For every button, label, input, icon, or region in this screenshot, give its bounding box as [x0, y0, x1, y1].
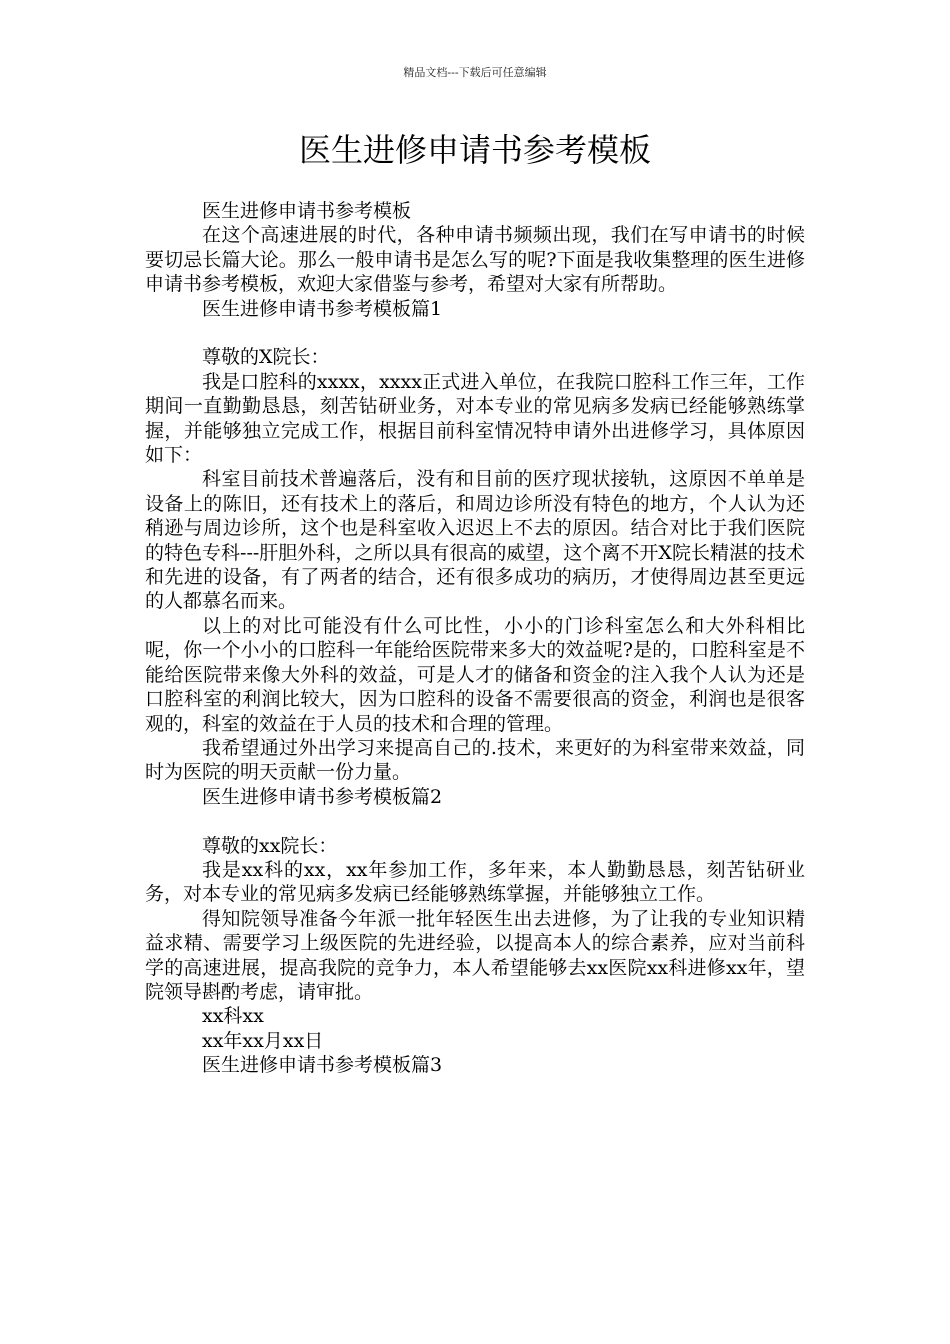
section-heading-3: 医生进修申请书参考模板篇3: [202, 1054, 443, 1077]
signature-name: xx科xx: [202, 1005, 264, 1028]
section-heading-1: 医生进修申请书参考模板篇1: [202, 297, 443, 320]
salutation-2: 尊敬的xx院长：: [202, 834, 338, 857]
body-paragraph-5: 我是xx科的xx，xx年参加工作，多年来，本人勤勤恳恳，刻苦钻研业务，对本专业的常见病多发病已经能够熟练掌握，并能够独立工作。: [145, 858, 805, 906]
body-paragraph-2: 科室目前技术普遍落后，没有和目前的医疗现状接轨，这原因不单单是设备上的陈旧，还有技术上的落后，和周边诊所没有特色的地方，个人认为还稍逊与周边诊所，这个也是科室收入迟迟上不去的原因。结合对比于我们医院的特色专科---肝胆外科，之所以具有很高的威望，这个离不开X院长精湛的技术和先进的设备，有了两者的结合，还有很多成功的病历，才使得周边甚至更远的人都慕名而来。: [145, 468, 805, 613]
body-paragraph-6: 得知院领导准备今年派一批年轻医生出去进修，为了让我的专业知识精益求精、需要学习上级医院的先进经验，以提高本人的综合素养，应对当前科学的高速进展，提高我院的竞争力，本人希望能够去xx医院xx科进修xx年，望院领导斟酌考虑，请审批。: [145, 907, 805, 1003]
signature-date: xx年xx月xx日: [202, 1029, 324, 1052]
body-paragraph-1: 我是口腔科的xxxx，xxxx正式进入单位，在我院口腔科工作三年，工作期间一直勤勤恳恳，刻苦钻研业务，对本专业的常见病多发病已经能够熟练掌握，并能够独立完成工作，根据目前科室情况特申请外出进修学习，具体原因如下：: [145, 370, 805, 467]
body-paragraph-4: 我希望通过外出学习来提高自己的.技术，来更好的为科室带来效益，同时为医院的明天贡献一份力量。: [145, 736, 805, 784]
intro-paragraph: 在这个高速进展的时代，各种申请书频频出现，我们在写申请书的时候要切忌长篇大论。那么一般申请书是怎么写的呢?下面是我收集整理的医生进修申请书参考模板，欢迎大家借鉴与参考，希望对大家有所帮助。: [145, 224, 805, 296]
section-heading-2: 医生进修申请书参考模板篇2: [202, 785, 443, 808]
intro-heading: 医生进修申请书参考模板: [202, 200, 412, 222]
document-title: 医生进修申请书参考模板: [298, 131, 651, 169]
blank-line: [145, 809, 805, 833]
header-note: 精品文档---下载后可任意编辑: [403, 66, 547, 79]
document-body: [145, 199, 805, 1078]
blank-line: [145, 321, 805, 345]
salutation-1: 尊敬的X院长：: [202, 346, 330, 369]
body-paragraph-3: 以上的对比可能没有什么可比性，小小的门诊科室怎么和大外科相比呢，你一个小小的口腔科一年能给医院带来多大的效益呢?是的，口腔科室是不能给医院带来像大外科的效益，可是人才的储备和资金的注入我个人认为还是口腔科室的利润比较大，因为口腔科的设备不需要很高的资金，利润也是很客观的，科室的效益在于人员的技术和合理的管理。: [145, 614, 805, 735]
